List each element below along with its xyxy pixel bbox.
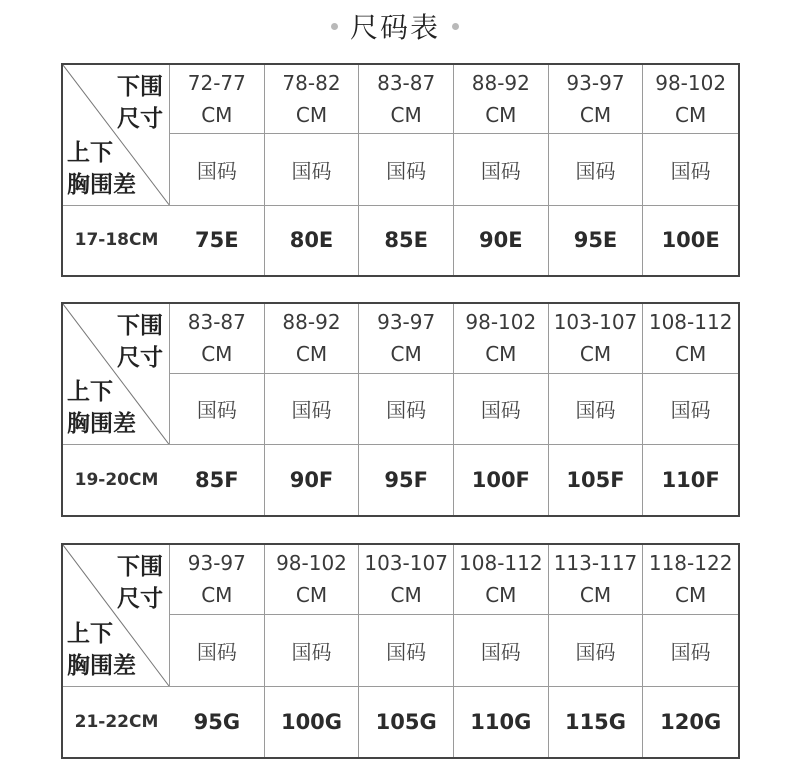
range-header: 108-112 CM xyxy=(454,545,549,615)
range-header: 103-107 CM xyxy=(549,304,644,374)
national-size-label: 国码 xyxy=(454,374,549,446)
table-corner-header xyxy=(63,65,170,206)
corner-label-underbust: 下围 尺寸 xyxy=(117,554,163,612)
range-header: 98-102 CM xyxy=(265,545,360,615)
bust-difference: 19-20CM xyxy=(74,470,159,491)
size-value: 120G xyxy=(660,710,722,734)
page-title xyxy=(0,6,790,46)
corner-label-underbust: 下围 尺寸 xyxy=(117,313,163,371)
corner-label-underbust: 下围 尺寸 xyxy=(117,74,163,132)
national-size-label: 国码 xyxy=(359,615,454,687)
size-value: 115G xyxy=(549,687,644,757)
national-size-label: 国码 xyxy=(265,134,360,205)
national-size-label: 国码 xyxy=(170,374,265,446)
range-header: 78-82 CM xyxy=(265,65,360,134)
bust-difference: 17-18CM xyxy=(74,230,159,251)
national-size-label: 国码 xyxy=(643,374,738,446)
range-header: 93-97 CM xyxy=(549,65,644,134)
range-header: 93-97 CM xyxy=(170,545,265,615)
size-value: 95F xyxy=(359,445,454,515)
size-table-e xyxy=(61,63,740,277)
national-size-label: 国码 xyxy=(454,134,549,205)
bust-difference: 21-22CM xyxy=(74,712,159,732)
table-corner-header xyxy=(63,304,170,445)
table-corner-header xyxy=(63,545,170,687)
size-value: 105G xyxy=(359,687,454,757)
size-table-g xyxy=(61,543,740,759)
size-value: 75E xyxy=(170,206,265,275)
range-header: 83-87 CM xyxy=(170,304,265,374)
range-header: 113-117 CM xyxy=(549,545,644,615)
national-size-label: 国码 xyxy=(359,374,454,446)
size-value: 105F xyxy=(549,445,644,515)
national-size-label: 国码 xyxy=(359,134,454,205)
national-size-label: 国码 xyxy=(643,615,738,687)
national-size-label: 国码 xyxy=(549,134,644,205)
size-value: 95G xyxy=(170,687,265,757)
range-header: 88-92 CM xyxy=(454,65,549,134)
size-value: 80E xyxy=(265,206,360,275)
size-value: 90F xyxy=(265,445,360,515)
size-value: 85E xyxy=(359,206,454,275)
page-title-text: 尺码表 xyxy=(349,11,440,44)
range-header: 103-107 CM xyxy=(359,545,454,615)
national-size-label: 国码 xyxy=(170,615,265,687)
size-table-f xyxy=(61,302,740,517)
national-size-label: 国码 xyxy=(265,374,360,446)
range-header: 93-97 CM xyxy=(359,304,454,374)
national-size-label: 国码 xyxy=(265,615,360,687)
range-header: 88-92 CM xyxy=(265,304,360,374)
corner-label-difference: 上下 胸围差 xyxy=(67,621,136,680)
range-header: 83-87 CM xyxy=(359,65,454,134)
size-value: 100F xyxy=(454,445,549,515)
range-header: 72-77 CM xyxy=(170,65,265,134)
national-size-label: 国码 xyxy=(454,615,549,687)
size-value: 90E xyxy=(454,206,549,275)
size-value: 100G xyxy=(265,687,360,757)
size-value: 85F xyxy=(170,445,265,515)
national-size-label: 国码 xyxy=(170,134,265,205)
size-value: 95E xyxy=(549,206,644,275)
bullet-dot-icon xyxy=(331,23,338,30)
national-size-label: 国码 xyxy=(643,134,738,205)
size-value: 110G xyxy=(454,687,549,757)
corner-label-difference: 上下 胸围差 xyxy=(67,379,136,438)
national-size-label: 国码 xyxy=(549,615,644,687)
range-header: 118-122 CM xyxy=(643,545,738,615)
range-header: 98-102 CM xyxy=(454,304,549,374)
size-value: 110F xyxy=(661,468,720,493)
range-header: 108-112 CM xyxy=(643,304,738,374)
size-value: 100E xyxy=(661,228,720,253)
national-size-label: 国码 xyxy=(549,374,644,446)
bullet-dot-icon xyxy=(452,23,459,30)
corner-label-difference: 上下 胸围差 xyxy=(67,139,136,198)
range-header: 98-102 CM xyxy=(643,65,738,134)
